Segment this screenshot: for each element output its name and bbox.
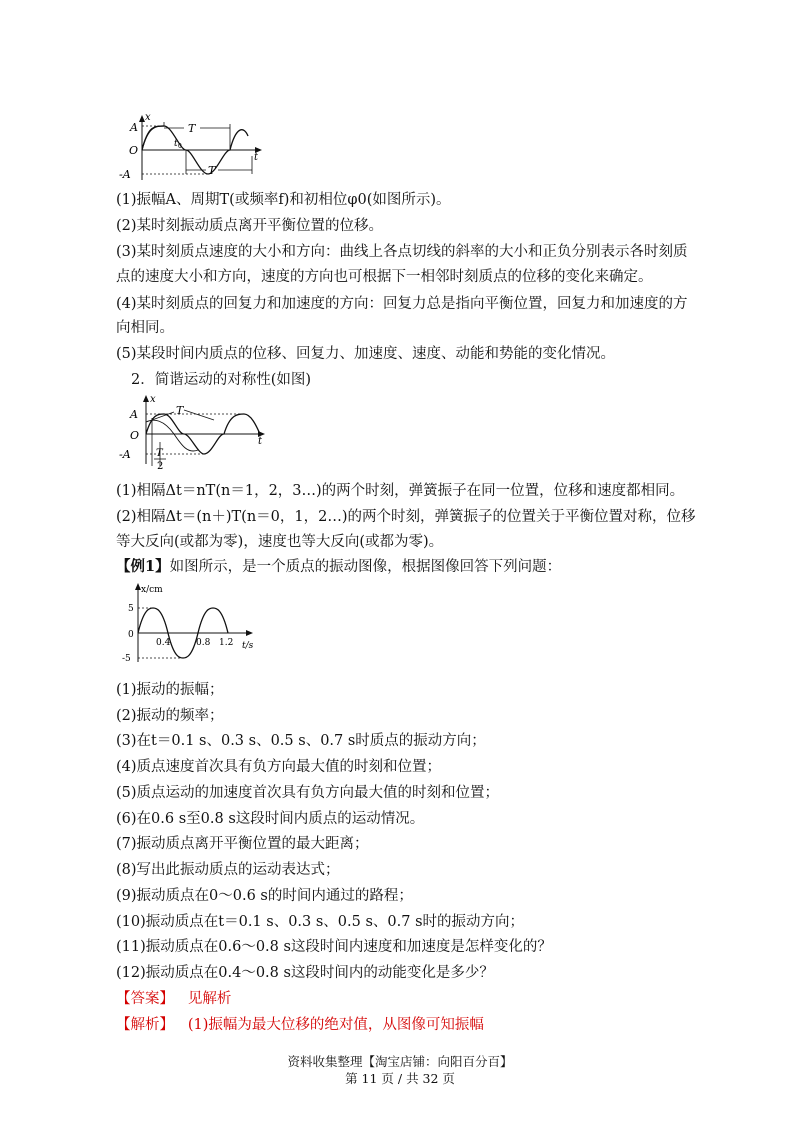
question-line: (10)振动质点在t＝0.1 s、0.3 s、0.5 s、0.7 s时的振动方向；	[116, 914, 525, 930]
figure-symmetry	[114, 394, 274, 472]
fig1-label-T-top: T	[188, 122, 196, 135]
fig3-ytick-0: 0	[128, 630, 134, 640]
fig2-label-A: A	[130, 408, 138, 421]
question-line: (1)振动的振幅；	[116, 682, 224, 698]
fig2-axis-t: t	[258, 436, 263, 447]
fig1-label-negA: -A	[119, 168, 131, 181]
example-tag: 【例1】	[116, 558, 170, 575]
example-line	[116, 557, 561, 577]
question-line: (7)振动质点离开平衡位置的最大距离；	[116, 836, 369, 852]
fig1-label-T-bottom: T	[208, 164, 216, 177]
question-line: (8)写出此振动质点的运动表达式；	[116, 862, 340, 878]
question-line: (6)在0.6 s至0.8 s这段时间内质点的运动情况。	[116, 811, 425, 827]
fig3-xlabel: t/s	[242, 641, 254, 651]
text-line: (4)某时刻质点的回复力和加速度的方向：回复力总是指向平衡位置，回复力和加速度的方	[116, 296, 688, 312]
analysis-tag: 【解析】	[116, 1017, 174, 1033]
text-line: 点的速度大小和方向，速度的方向也可根据下一相邻时刻质点的位移的变化来确定。	[116, 269, 653, 285]
analysis-line	[116, 1015, 484, 1035]
fig1-axis-x: x	[145, 112, 151, 123]
section-heading: 2．简谐运动的对称性(如图)	[131, 372, 312, 388]
footer-source: 资料收集整理【淘宝店铺：向阳百分百】	[287, 1054, 513, 1069]
answer-line	[116, 989, 231, 1009]
fig2-label-negA: -A	[119, 448, 131, 461]
fig3-ytick-neg5: -5	[122, 654, 131, 664]
fig3-xtick-0.8: 0.8	[196, 638, 211, 648]
fig2-label-T: T	[176, 404, 184, 417]
question-line: (2)振动的频率；	[116, 708, 224, 724]
fig1-label-O: O	[129, 144, 139, 157]
question-line: (4)质点速度首次具有负方向最大值的时刻和位置；	[116, 759, 442, 775]
fig2-axis-x: x	[150, 394, 156, 405]
text-line: 等大反向(或都为零)，速度也等大反向(或都为零)。	[116, 534, 444, 550]
text-line: (1)振幅A、周期T(或频率f)和初相位φ0(如图所示)。	[116, 192, 451, 208]
question-line: (5)质点运动的加速度首次具有负方向最大值的时刻和位置；	[116, 785, 500, 801]
figure-vibration-graph	[118, 578, 268, 666]
question-line: (12)振动质点在0.4～0.8 s这段时间内的动能变化是多少？	[116, 965, 494, 981]
fig1-axis-t: t	[254, 152, 259, 163]
text-line: (2)相隔Δt＝(n＋)T(n＝0，1，2…)的两个时刻，弹簧振子的位置关于平衡位置对称，位移	[116, 509, 696, 525]
answer-text: 见解析	[187, 991, 232, 1007]
fig3-ylabel: x/cm	[141, 585, 163, 595]
text-line: (1)相隔Δt＝nT(n＝1，2，3…)的两个时刻，弹簧振子在同一位置，位移和速度都相同。	[116, 483, 685, 499]
text-line: (3)某时刻质点速度的大小和方向：曲线上各点切线的斜率的大小和正负分别表示各时刻质	[116, 244, 688, 260]
figure-amplitude-period	[114, 112, 274, 184]
footer-page-number: 第 11 页 / 共 32 页	[345, 1071, 455, 1086]
fig2-label-Thalf-den: 2	[157, 461, 164, 472]
question-line: (11)振动质点在0.6～0.8 s这段时间内速度和加速度是怎样变化的？	[116, 939, 552, 955]
fig3-xtick-0.4: 0.4	[156, 638, 171, 648]
fig2-label-O: O	[130, 429, 140, 442]
text-line: (5)某段时间内质点的位移、回复力、加速度、速度、动能和势能的变化情况。	[116, 346, 616, 362]
text-line: 向相同。	[116, 320, 174, 336]
fig3-xtick-1.2: 1.2	[219, 638, 234, 648]
question-line: (9)振动质点在0～0.6 s的时间内通过的路程；	[116, 888, 413, 904]
analysis-text: (1)振幅为最大位移的绝对值，从图像可知振幅	[187, 1017, 484, 1033]
example-text: 如图所示，是一个质点的振动图像，根据图像回答下列问题：	[169, 559, 562, 575]
fig3-ytick-5: 5	[128, 604, 134, 614]
fig1-label-t0-sub: 0	[178, 143, 182, 150]
fig1-label-t0: t	[174, 139, 178, 149]
answer-tag: 【答案】	[116, 991, 174, 1007]
fig1-label-A: A	[130, 121, 138, 134]
fig2-label-Thalf-num: T	[156, 448, 163, 459]
text-line: (2)某时刻振动质点离开平衡位置的位移。	[116, 218, 384, 234]
question-line: (3)在t＝0.1 s、0.3 s、0.5 s、0.7 s时质点的振动方向；	[116, 733, 486, 749]
